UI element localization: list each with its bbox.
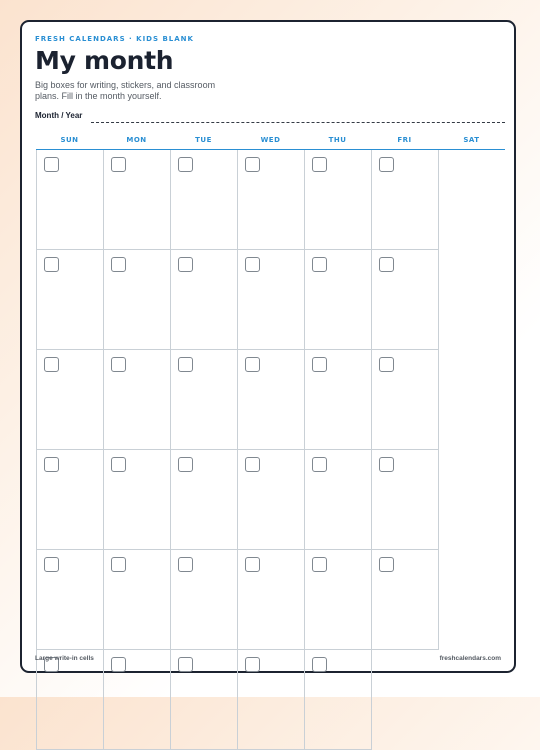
date-box[interactable]: [312, 457, 327, 472]
date-box[interactable]: [312, 257, 327, 272]
date-box[interactable]: [245, 157, 260, 172]
weekday-thu: THU: [328, 136, 347, 144]
day-cell[interactable]: [104, 350, 171, 450]
date-box[interactable]: [111, 157, 126, 172]
day-cell[interactable]: [37, 650, 104, 750]
weekday-sat: SAT: [463, 136, 480, 144]
day-cell[interactable]: [238, 550, 305, 650]
day-cell[interactable]: [171, 650, 238, 750]
day-cell[interactable]: [238, 650, 305, 750]
date-box[interactable]: [44, 457, 59, 472]
day-cell[interactable]: [171, 450, 238, 550]
weekday-sun: SUN: [60, 136, 79, 144]
footer-note: Large write-in cells: [35, 655, 94, 662]
date-box[interactable]: [178, 357, 193, 372]
day-cell[interactable]: [372, 350, 439, 450]
date-box[interactable]: [312, 657, 327, 672]
date-box[interactable]: [111, 657, 126, 672]
weekday-wed: WED: [260, 136, 281, 144]
date-box[interactable]: [379, 157, 394, 172]
day-cell[interactable]: [37, 550, 104, 650]
weekday-mon: MON: [126, 136, 147, 144]
date-box[interactable]: [379, 557, 394, 572]
day-cell[interactable]: [372, 250, 439, 350]
day-cell[interactable]: [171, 150, 238, 250]
date-box[interactable]: [245, 257, 260, 272]
day-cell[interactable]: [171, 350, 238, 450]
date-box[interactable]: [178, 657, 193, 672]
weekday-header-row: [36, 132, 505, 150]
day-cell[interactable]: [305, 450, 372, 550]
day-cells: [36, 150, 505, 750]
day-cell[interactable]: [171, 550, 238, 650]
month-year-write-line[interactable]: [91, 122, 505, 123]
date-box[interactable]: [245, 357, 260, 372]
day-cell[interactable]: [305, 550, 372, 650]
day-cell[interactable]: [104, 450, 171, 550]
date-box[interactable]: [44, 357, 59, 372]
date-box[interactable]: [111, 257, 126, 272]
day-cell[interactable]: [372, 450, 439, 550]
date-box[interactable]: [379, 257, 394, 272]
weekday-fri: FRI: [397, 136, 412, 144]
date-box[interactable]: [111, 557, 126, 572]
date-box[interactable]: [44, 257, 59, 272]
day-cell[interactable]: [238, 150, 305, 250]
day-cell[interactable]: [104, 250, 171, 350]
date-box[interactable]: [178, 157, 193, 172]
day-cell[interactable]: [305, 350, 372, 450]
date-box[interactable]: [312, 157, 327, 172]
page-description: Big boxes for writing, stickers, and classroom plans. Fill in the month yourself.: [35, 80, 216, 101]
day-cell[interactable]: [305, 650, 372, 750]
date-box[interactable]: [111, 457, 126, 472]
day-cell[interactable]: [238, 350, 305, 450]
day-cell[interactable]: [372, 150, 439, 250]
day-cell[interactable]: [305, 250, 372, 350]
day-cell[interactable]: [37, 450, 104, 550]
brand-kicker: FRESH CALENDARS · KIDS BLANK: [35, 35, 194, 43]
date-box[interactable]: [245, 657, 260, 672]
day-cell[interactable]: [238, 250, 305, 350]
weekday-tue: TUE: [195, 136, 212, 144]
date-box[interactable]: [379, 357, 394, 372]
day-cell[interactable]: [104, 550, 171, 650]
date-box[interactable]: [111, 357, 126, 372]
date-box[interactable]: [178, 257, 193, 272]
date-box[interactable]: [178, 457, 193, 472]
date-box[interactable]: [178, 557, 193, 572]
footer-site: freshcalendars.com: [439, 655, 501, 662]
date-box[interactable]: [245, 457, 260, 472]
date-box[interactable]: [44, 157, 59, 172]
page-title: My month: [35, 46, 174, 75]
day-cell[interactable]: [171, 250, 238, 350]
date-box[interactable]: [44, 557, 59, 572]
month-year-field[interactable]: [35, 110, 505, 124]
calendar-grid: [36, 132, 505, 750]
day-cell[interactable]: [372, 550, 439, 650]
date-box[interactable]: [245, 557, 260, 572]
month-year-label: Month / Year: [35, 111, 83, 120]
date-box[interactable]: [379, 457, 394, 472]
day-cell[interactable]: [104, 150, 171, 250]
day-cell[interactable]: [238, 450, 305, 550]
date-box[interactable]: [312, 357, 327, 372]
day-cell[interactable]: [104, 650, 171, 750]
day-cell[interactable]: [37, 150, 104, 250]
date-box[interactable]: [312, 557, 327, 572]
day-cell[interactable]: [37, 250, 104, 350]
calendar-sheet: [20, 20, 516, 673]
day-cell[interactable]: [37, 350, 104, 450]
day-cell[interactable]: [305, 150, 372, 250]
